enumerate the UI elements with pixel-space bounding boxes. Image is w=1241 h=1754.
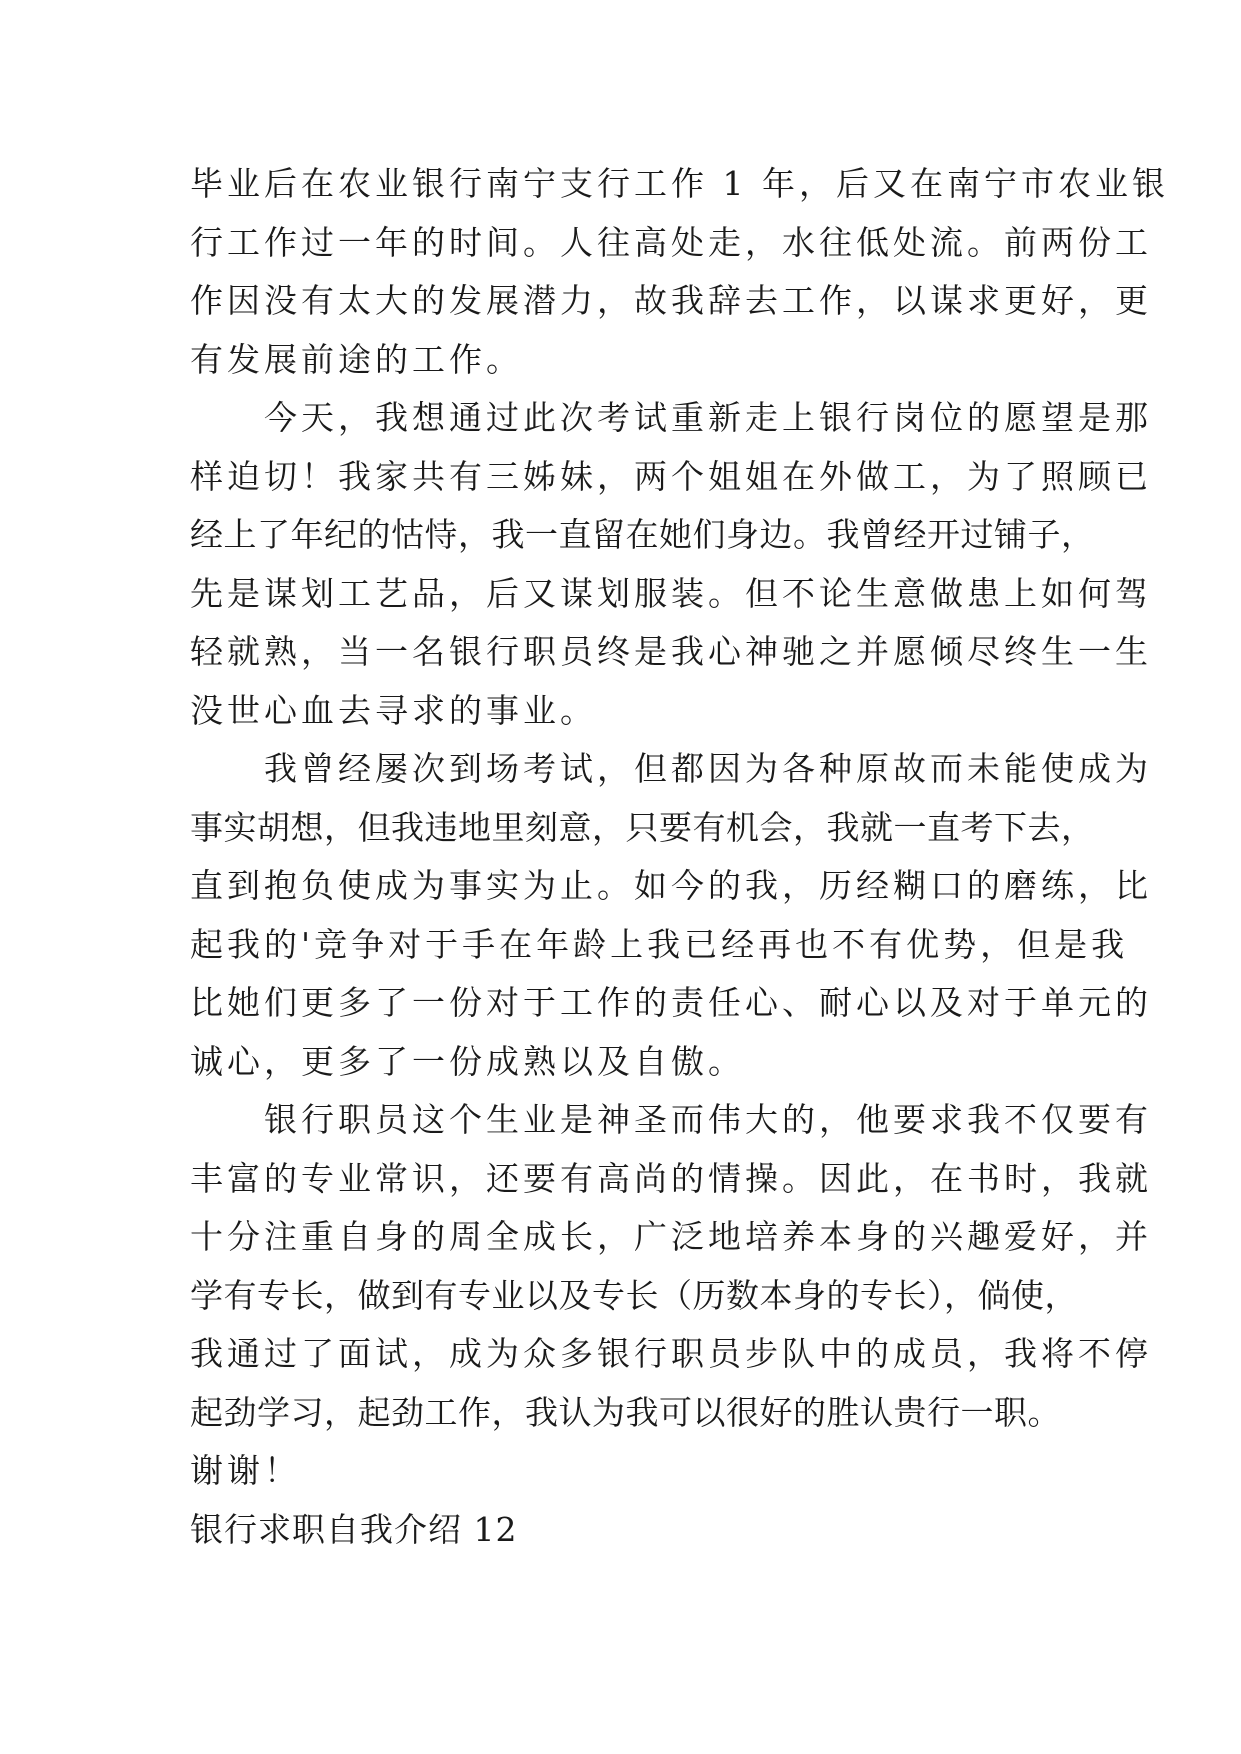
text-line: 行工作过一年的时间。人往高处走，水往低处流。前两份工 xyxy=(190,222,1152,262)
text-line: 十分注重自身的周全成长，广泛地培养本身的兴趣爱好，并 xyxy=(190,1217,1152,1256)
text-line: 我曾经屡次到场考试，但都因为各种原故而未能使成为 xyxy=(190,749,1152,788)
text-line: 丰富的专业常识，还要有高尚的情操。因此，在书时，我就 xyxy=(190,1158,1152,1198)
text-line: 我通过了面试，成为众多银行职员步队中的成员，我将不停 xyxy=(190,1334,1152,1373)
text-line: 学有专长，做到有专业以及专长（历数本身的专长），倘使， xyxy=(190,1275,1078,1315)
text-line: 事实胡想，但我违地里刻意，只要有机会，我就一直考下去， xyxy=(190,807,1095,847)
text-line: 没世心血去寻求的事业。 xyxy=(190,690,597,730)
text-line: 谢谢！ xyxy=(190,1451,301,1490)
text-line: 经上了年纪的怙恃，我一直留在她们身边。我曾经开过铺子， xyxy=(190,515,1095,554)
text-line: 直到抱负使成为事实为止。如今的我，历经糊口的磨练，比 xyxy=(190,866,1152,905)
paragraph-aspiration xyxy=(190,389,1152,740)
text-line: 先是谋划工艺品，后又谋划服装。但不论生意做患上如何驾 xyxy=(190,573,1152,613)
text-line: 毕业后在农业银行南宁支行工作 1 年，后又在南宁市农业银 xyxy=(190,164,1169,203)
text-line: 轻就熟，当一名银行职员终是我心神驰之并愿倾尽终生一生 xyxy=(190,632,1152,671)
document-body xyxy=(190,155,1169,1559)
text-line: 有发展前途的工作。 xyxy=(190,339,523,379)
text-line: 起劲学习，起劲工作，我认为我可以很好的胜认贵行一职。 xyxy=(190,1392,1061,1432)
section-heading-block xyxy=(190,1501,1060,1560)
section-heading: 银行求职自我介绍 12 xyxy=(190,1509,518,1549)
text-line: 比她们更多了一份对于工作的责任心、耐心以及对于单元的 xyxy=(190,983,1152,1022)
paragraph-exams xyxy=(190,740,1152,1091)
paragraph-previous-work xyxy=(190,155,1169,389)
paragraph-profession xyxy=(190,1091,1152,1501)
text-line: 起我的'竞争对于手在年龄上我已经再也不有优势，但是我 xyxy=(190,924,1129,964)
text-line: 样迫切！我家共有三姊妹，两个姐姐在外做工，为了照顾已 xyxy=(190,456,1152,496)
text-line: 今天，我想通过此次考试重新走上银行岗位的愿望是那 xyxy=(190,398,1152,437)
text-line: 作因没有太大的发展潜力，故我辞去工作，以谋求更好，更 xyxy=(190,281,1152,320)
text-line: 诚心，更多了一份成熟以及自傲。 xyxy=(190,1041,745,1081)
text-line: 银行职员这个生业是神圣而伟大的，他要求我不仅要有 xyxy=(190,1100,1152,1139)
